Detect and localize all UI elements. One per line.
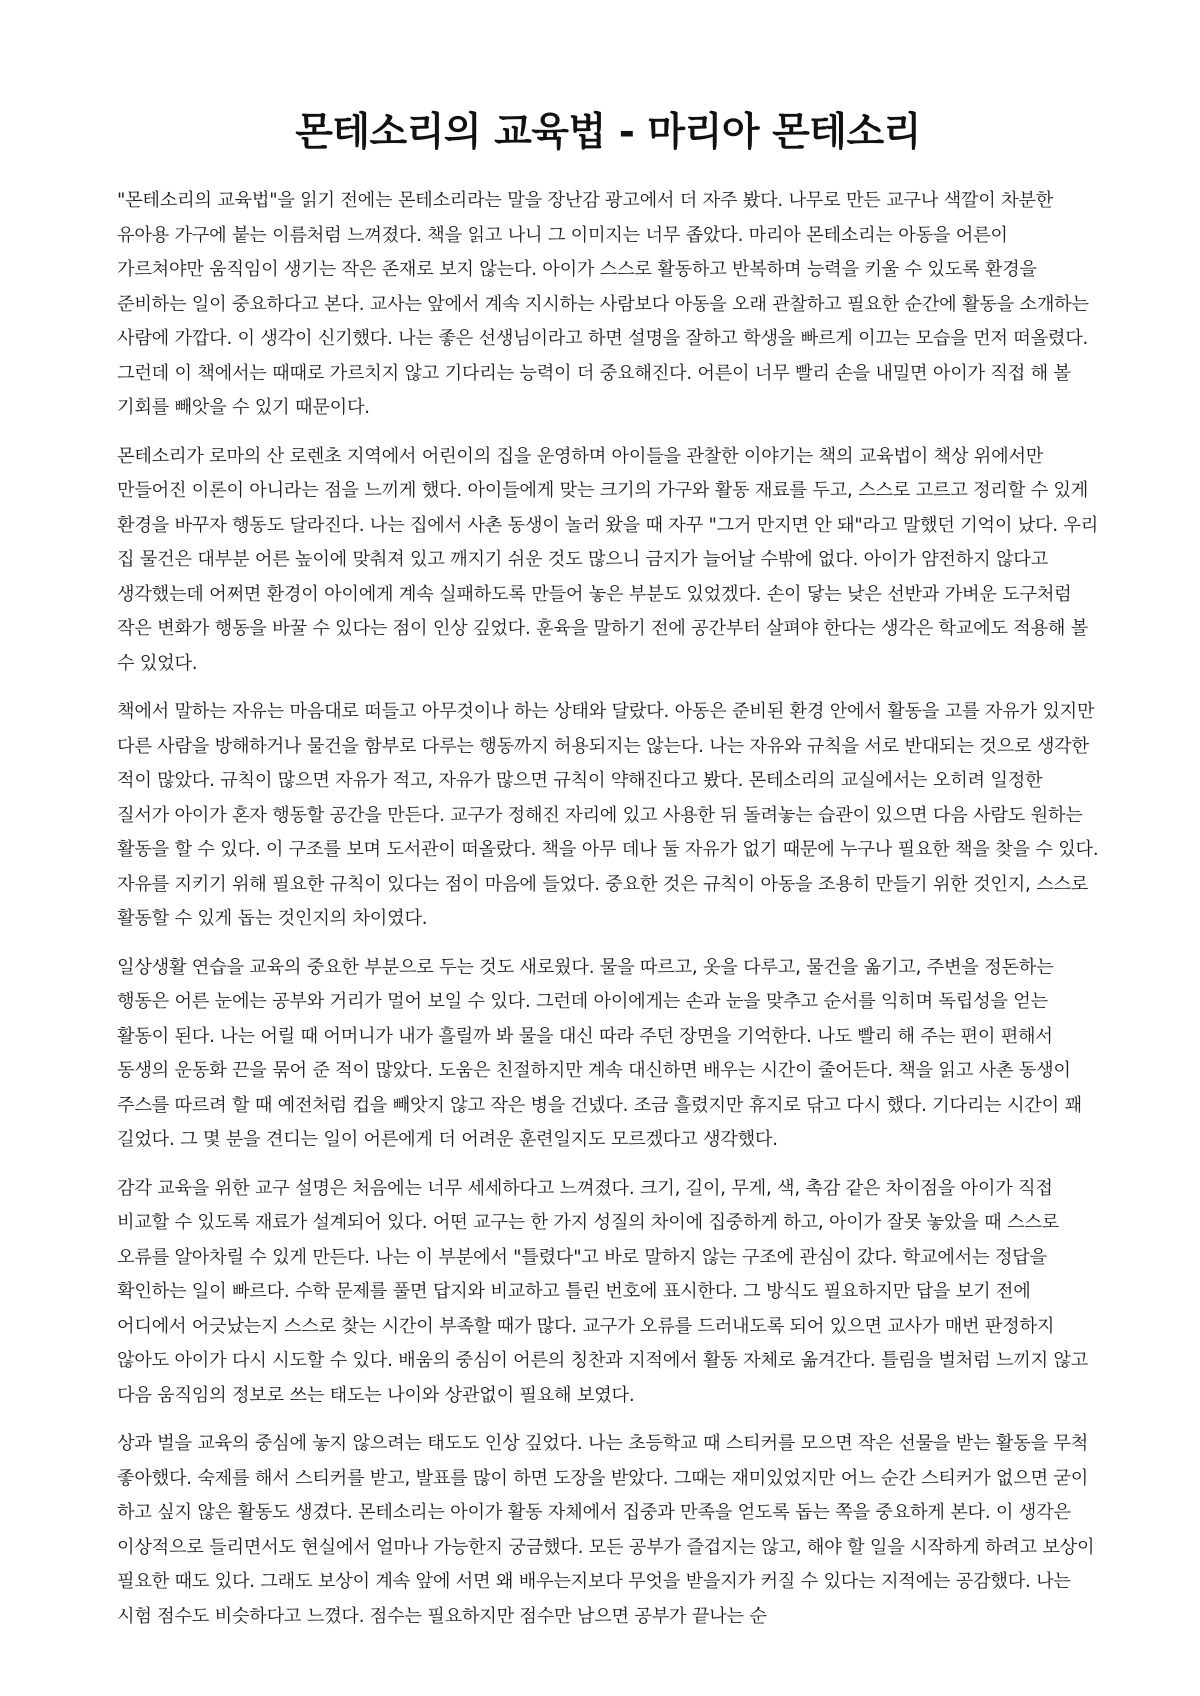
paragraph: 책에서 말하는 자유는 마음대로 떠들고 아무것이나 하는 상태와 달랐다. 아동은 준비된 환경 안에서 활동을 고를 자유가 있지만 다른 사람을 방해하거나 물건을 함부로 다루는 행동까지 허용되지는 않는다. 나는 자유와 규칙을 서로 반대되는 것으로 생각한 적이 많았다. 규칙이 많으면 자유가 적고, 자유가 많으면 규칙이 약해진다고 봤다. 몬테소리의 교실에서는 오히려 일정한 질서가 아이가 혼자 행동할 공간을 만든다. 교구가 정해진 자리에 있고 사용한 뒤 돌려놓는 습관이 있으면 다음 사람도 원하는 활동을 할 수 있다. 이 구조를 보며 도서관이 떠올랐다. 책을 아무 데나 둘 자유가 없기 때문에 누구나 필요한 책을 찾을 수 있다. 자유를 지키기 위해 필요한 규칙이 있다는 점이 마음에 들었다. 중요한 것은 규칙이 아동을 조용히 만들기 위한 것인지, 스스로 활동할 수 있게 돕는 것인지의 차이였다. — [117, 701, 1099, 929]
paragraph: 감각 교육을 위한 교구 설명은 처음에는 너무 세세하다고 느껴졌다. 크기, 길이, 무게, 색, 촉감 같은 차이점을 아이가 직접 비교할 수 있도록 재료가 설계되어 있다. 어떤 교구는 한 가지 성질의 차이에 집중하게 하고, 아이가 잘못 놓았을 때 스스로 오류를 알아차릴 수 있게 만든다. 나는 이 부분에서 "틀렸다"고 바로 말하지 않는 구조에 관심이 갔다. 학교에서는 정답을 확인하는 일이 빠르다. 수학 문제를 풀면 답지와 비교하고 틀린 번호에 표시한다. 그 방식도 필요하지만 답을 보기 전에 어디에서 어긋났는지 스스로 찾는 시간이 부족할 때가 많다. 교구가 오류를 드러내도록 되어 있으면 교사가 매번 판정하지 않아도 아이가 다시 시도할 수 있다. 배움의 중심이 어른의 칭찬과 지적에서 활동 자체로 옮겨간다. 틀림을 벌처럼 느끼지 않고 다음 움직임의 정보로 쓰는 태도는 나이와 상관없이 필요해 보였다. — [117, 1177, 1089, 1406]
paragraph: 몬테소리가 로마의 산 로렌초 지역에서 어린이의 집을 운영하며 아이들을 관찰한 이야기는 책의 교육법이 책상 위에서만 만들어진 이론이 아니라는 점을 느끼게 했다. 아이들에게 맞는 크기의 가구와 활동 재료를 두고, 스스로 고르고 정리할 수 있게 환경을 바꾸자 행동도 달라진다. 나는 집에서 사촌 동생이 놀러 왔을 때 자꾸 "그거 만지면 안 돼"라고 말했던 기억이 났다. 우리 집 물건은 대부분 어른 높이에 맞춰져 있고 깨지기 쉬운 것도 많으니 금지가 늘어날 수밖에 없다. 아이가 얌전하지 않다고 생각했는데 어쩌면 환경이 아이에게 계속 실패하도록 만들어 놓은 부분도 있었겠다. 손이 닿는 낮은 선반과 가벼운 도구처럼 작은 변화가 행동을 바꿀 수 있다는 점이 인상 깊었다. 훈육을 말하기 전에 공간부터 살펴야 한다는 생각은 학교에도 적용해 볼 수 있었다. — [117, 445, 1099, 674]
document-body — [117, 184, 1099, 1634]
paragraph: "몬테소리의 교육법"을 읽기 전에는 몬테소리라는 말을 장난감 광고에서 더 자주 봤다. 나무로 만든 교구나 색깔이 차분한 유아용 가구에 붙는 이름처럼 느껴졌다. 책을 읽고 나니 그 이미지는 너무 좁았다. 마리아 몬테소리는 아동을 어른이 가르쳐야만 움직임이 생기는 작은 존재로 보지 않는다. 아이가 스스로 활동하고 반복하며 능력을 키울 수 있도록 환경을 준비하는 일이 중요하다고 본다. 교사는 앞에서 계속 지시하는 사람보다 아동을 오래 관찰하고 필요한 순간에 활동을 소개하는 사람에 가깝다. 이 생각이 신기했다. 나는 좋은 선생님이라고 하면 설명을 잘하고 학생을 빠르게 이끄는 모습을 먼저 떠올렸다. 그런데 이 책에서는 때때로 가르치지 않고 기다리는 능력이 더 중요해진다. 어른이 너무 빨리 손을 내밀면 아이가 직접 해 볼 기회를 빼앗을 수 있기 때문이다. — [117, 190, 1089, 418]
paragraph: 일상생활 연습을 교육의 중요한 부분으로 두는 것도 새로웠다. 물을 따르고, 옷을 다루고, 물건을 옮기고, 주변을 정돈하는 행동은 어른 눈에는 공부와 거리가 멀어 보일 수 있다. 그런데 아이에게는 손과 눈을 맞추고 순서를 익히며 독립성을 얻는 활동이 된다. 나는 어릴 때 어머니가 내가 흘릴까 봐 물을 대신 따라 주던 장면을 기억한다. 나도 빨리 해 주는 편이 편해서 동생의 운동화 끈을 묶어 준 적이 많았다. 도움은 친절하지만 계속 대신하면 배우는 시간이 줄어든다. 책을 읽고 사촌 동생이 주스를 따르려 할 때 예전처럼 컵을 빼앗지 않고 작은 병을 건넸다. 조금 흘렸지만 휴지로 닦고 다시 했다. 기다리는 시간이 꽤 길었다. 그 몇 분을 견디는 일이 어른에게 더 어려운 훈련일지도 모르겠다고 생각했다. — [117, 956, 1082, 1150]
paragraph: 상과 벌을 교육의 중심에 놓지 않으려는 태도도 인상 깊었다. 나는 초등학교 때 스티커를 모으면 작은 선물을 받는 활동을 무척 좋아했다. 숙제를 해서 스티커를 받고, 발표를 많이 하면 도장을 받았다. 그때는 재미있었지만 어느 순간 스티커가 없으면 굳이 하고 싶지 않은 활동도 생겼다. 몬테소리는 아이가 활동 자체에서 집중과 만족을 얻도록 돕는 쪽을 중요하게 본다. 이 생각은 이상적으로 들리면서도 현실에서 얼마나 가능한지 궁금했다. 모든 공부가 즐겁지는 않고, 해야 할 일을 시작하게 하려고 보상이 필요한 때도 있다. 그래도 보상이 계속 앞에 서면 왜 배우는지보다 무엇을 받을지가 커질 수 있다는 지적에는 공감했다. 나는 시험 점수도 비슷하다고 느꼈다. 점수는 필요하지만 점수만 남으면 공부가 끝나는 순 — [117, 1433, 1095, 1627]
document-title: 몬테소리의 교육법 - 마리아 몬테소리 — [295, 110, 921, 155]
